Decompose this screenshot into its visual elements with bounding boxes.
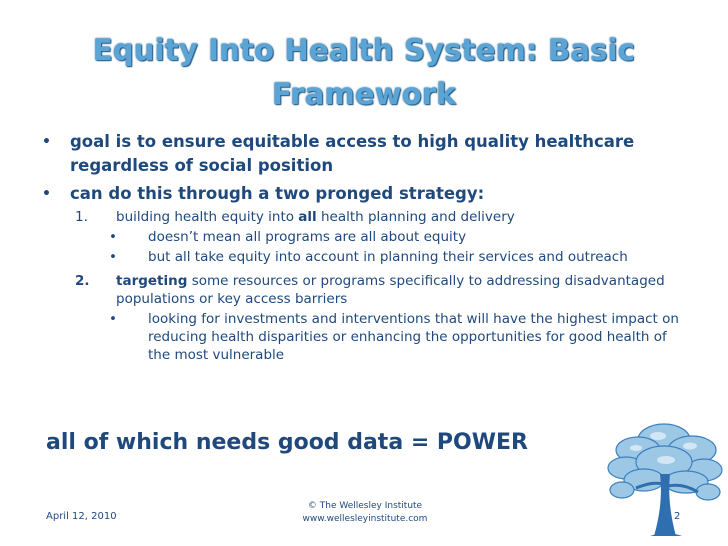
copyright-text: © The Wellesley Institute	[307, 501, 423, 511]
sub-bullet	[28, 310, 688, 364]
sub-bullet-marker: •	[109, 311, 117, 327]
item-keyword: targeting	[116, 273, 188, 289]
sub-bullet-marker: •	[109, 249, 117, 265]
bullet-text: can do this through a two pronged strategy:	[70, 184, 485, 203]
footer-copyright	[290, 500, 440, 526]
strategy-item-1	[28, 208, 688, 226]
bullet-marker: •	[42, 134, 51, 150]
slide-title	[40, 28, 688, 116]
item-text-pre: building health equity into	[116, 209, 299, 225]
bullet-goal	[28, 130, 688, 178]
bullet-marker: •	[42, 186, 51, 202]
sub-bullet-text: doesn’t mean all programs are all about equity	[148, 229, 467, 245]
strategy-item-2	[28, 272, 688, 308]
sub-bullet	[28, 228, 688, 246]
sub-bullet-marker: •	[109, 229, 117, 245]
item-keyword: all	[298, 209, 317, 225]
website-text: www.wellesleyinstitute.com	[302, 514, 428, 524]
sub-bullet-text: but all take equity into account in planning their services and outreach	[148, 249, 628, 265]
item-text-post: some resources or programs specifically to addressing disadvantaged populations or key access barriers	[116, 273, 665, 307]
bullet-text: goal is to ensure equitable access to high quality healthcare regardless of social position	[70, 132, 635, 175]
slide-body	[28, 130, 688, 364]
item-number: 1.	[75, 209, 88, 225]
title-line-1: Equity Into Health System: Basic	[92, 33, 636, 67]
item-number: 2.	[75, 273, 90, 289]
bullet-strategy	[28, 182, 688, 206]
footer-date: April 12, 2010	[46, 511, 117, 522]
title-line-2: Framework	[272, 77, 456, 111]
tree-icon	[606, 412, 724, 542]
page-number: 2	[674, 511, 681, 522]
conclusion-text: all of which needs good data = POWER	[46, 430, 528, 455]
item-text-post: health planning and delivery	[316, 209, 515, 225]
sub-bullet-text: looking for investments and interventions that will have the highest impact on reducing health disparities or enhancing the opportunities for good health of the most vulnerable	[148, 311, 679, 363]
sub-bullet	[28, 248, 688, 266]
